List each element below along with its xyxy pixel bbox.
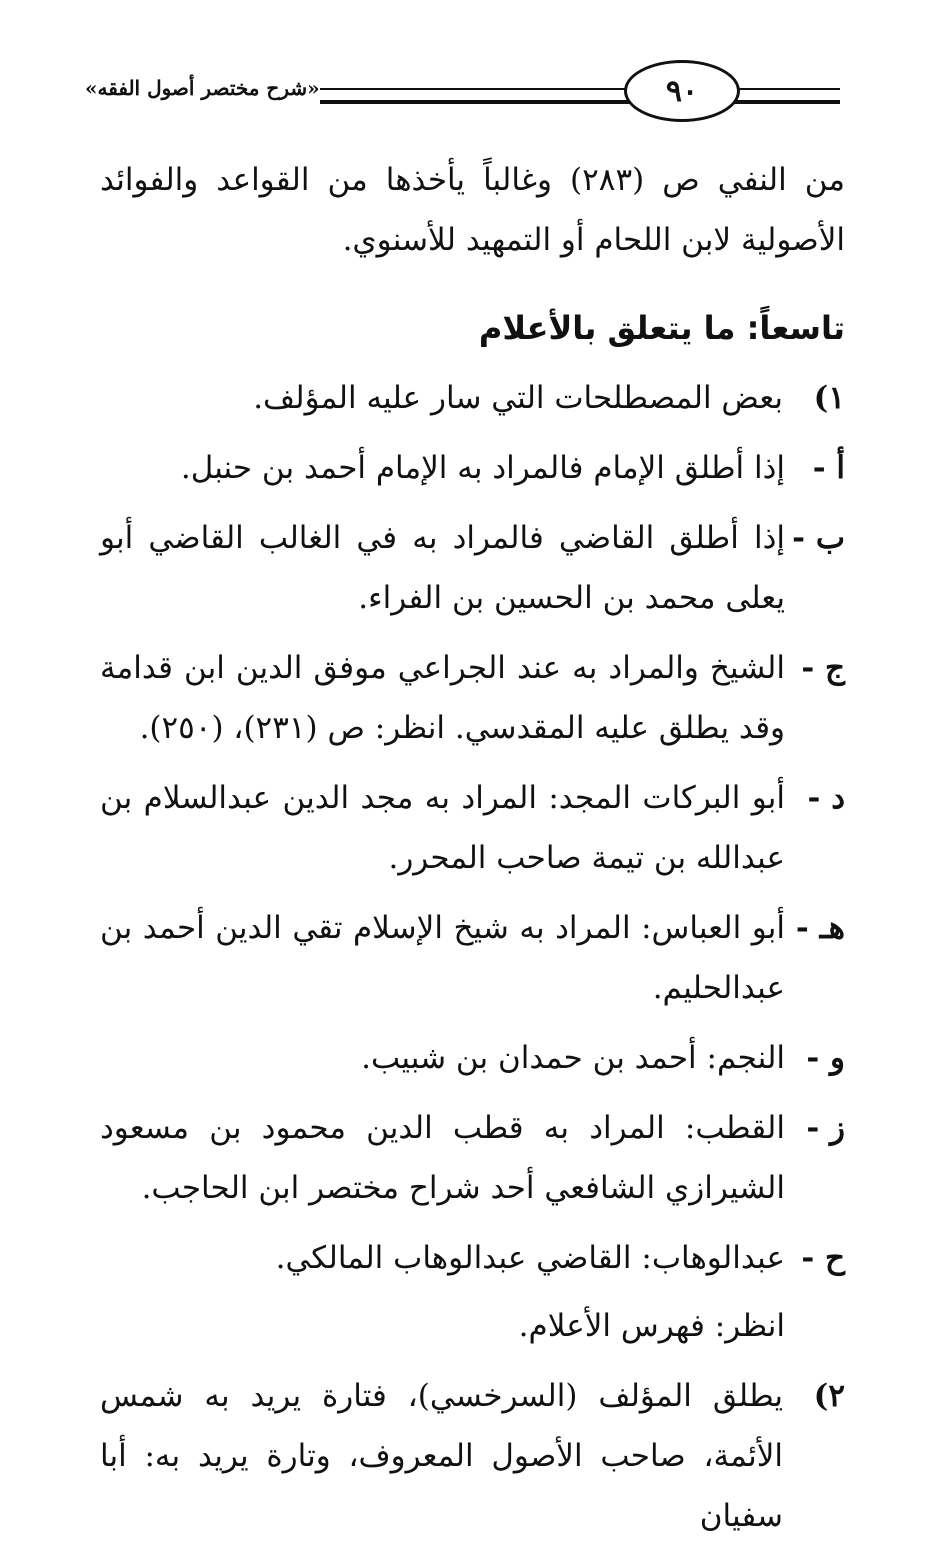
item-text: النجم: أحمد بن حمدان بن شبيب. bbox=[361, 1040, 785, 1076]
list-item bbox=[100, 898, 845, 1018]
section-heading: تاسعاً: ما يتعلق بالأعلام bbox=[478, 309, 845, 347]
list-item bbox=[100, 1366, 845, 1546]
list-item bbox=[100, 438, 845, 498]
item-text: يطلق المؤلف (السرخسي)، فتارة يريد به شمس الأئمة، صاحب الأصول المعروف، وتارة يريد به: أبا سفيان bbox=[100, 1378, 783, 1534]
intro-paragraph: من النفي ص (٢٨٣) وغالباً يأخذها من القواعد والفوائد الأصولية لابن اللحام أو التمهيد للأسنوي. bbox=[100, 162, 845, 258]
item-marker: ج - bbox=[801, 650, 845, 686]
list-item bbox=[100, 1098, 845, 1218]
item-marker: و - bbox=[806, 1040, 845, 1076]
running-title: «شرح مختصر أصول الفقه» bbox=[85, 76, 320, 100]
list-item bbox=[100, 1228, 845, 1288]
item-marker: ٢) bbox=[813, 1378, 845, 1414]
item-marker: ح - bbox=[801, 1240, 845, 1276]
item-marker: د - bbox=[807, 780, 845, 816]
item-text: إذا أطلق القاضي فالمراد به في الغالب القاضي أبو يعلى محمد بن الحسين بن الفراء. bbox=[100, 520, 785, 616]
item-text: أبو البركات المجد: المراد به مجد الدين عبدالسلام بن عبدالله بن تيمة صاحب المحرر. bbox=[100, 780, 785, 876]
item-marker: هـ - bbox=[795, 910, 845, 946]
item-text: أبو العباس: المراد به شيخ الإسلام تقي الدين أحمد بن عبدالحليم. bbox=[100, 910, 785, 1006]
item-text: الشيخ والمراد به عند الجراعي موفق الدين ابن قدامة وقد يطلق عليه المقدسي. انظر: ص (٢٣١)، (٢٥٠). bbox=[100, 650, 785, 746]
item-text: عبدالوهاب: القاضي عبدالوهاب المالكي. bbox=[275, 1240, 785, 1276]
item-text: بعض المصطلحات التي سار عليه المؤلف. bbox=[253, 380, 783, 416]
list-item bbox=[100, 638, 845, 758]
list-item bbox=[100, 368, 845, 428]
item-marker: أ - bbox=[812, 450, 845, 486]
page-body bbox=[100, 150, 845, 1546]
page-number: ٩٠ bbox=[624, 60, 740, 122]
list-item bbox=[100, 508, 845, 628]
page-header bbox=[85, 58, 840, 128]
item-text: إذا أطلق الإمام فالمراد به الإمام أحمد بن حنبل. bbox=[180, 450, 785, 486]
list-item bbox=[100, 1028, 845, 1088]
header-rule-right bbox=[320, 88, 840, 104]
item-marker: ١) bbox=[813, 380, 845, 416]
item-marker: ز - bbox=[806, 1110, 845, 1146]
item-marker: ب - bbox=[792, 520, 845, 556]
item-text: القطب: المراد به قطب الدين محمود بن مسعود الشيرازي الشافعي أحد شراح مختصر ابن الحاجب. bbox=[100, 1110, 785, 1206]
list-item bbox=[100, 768, 845, 888]
see-also-note: انظر: فهرس الأعلام. bbox=[518, 1308, 785, 1344]
